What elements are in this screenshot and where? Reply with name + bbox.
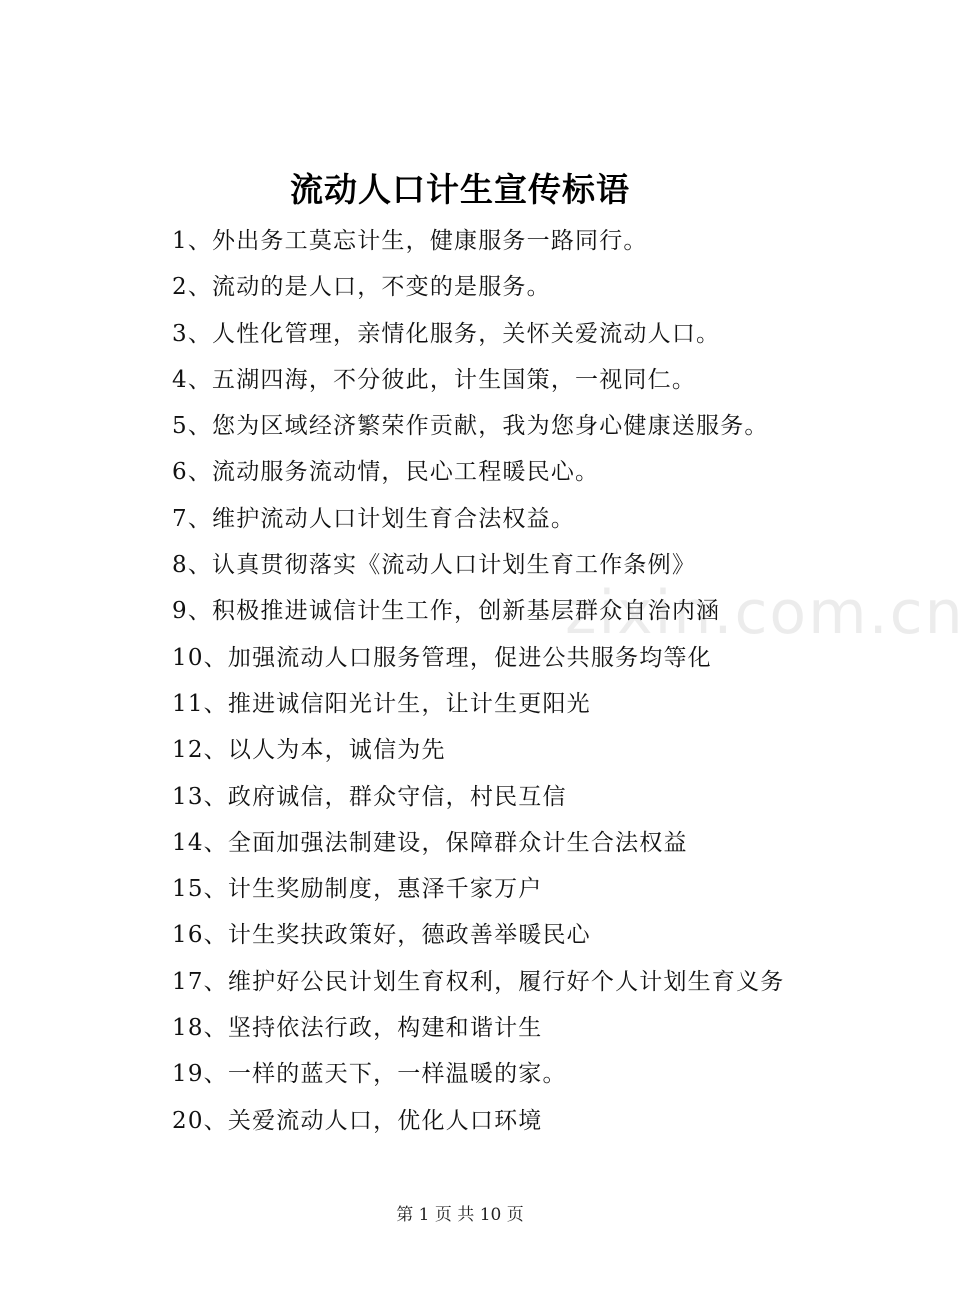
list-item: 12、以人为本，诚信为先	[172, 737, 446, 764]
page-footer: 第 1 页 共 10 页	[396, 1205, 524, 1225]
list-item: 13、政府诚信，群众守信，村民互信	[172, 783, 567, 810]
slogan-list	[172, 221, 784, 1147]
list-item: 19、一样的蓝天下，一样温暖的家。	[172, 1061, 567, 1088]
list-item: 11、推进诚信阳光计生，让计生更阳光	[172, 690, 591, 717]
watermark-text: zixin.com.cn	[565, 578, 965, 648]
list-item: 8、认真贯彻落实《流动人口计划生育工作条例》	[172, 552, 697, 579]
list-item: 2、流动的是人口，不变的是服务。	[172, 274, 551, 301]
list-item: 14、全面加强法制建设，保障群众计生合法权益	[172, 829, 688, 856]
list-item: 20、关爱流动人口，优化人口环境	[172, 1107, 543, 1134]
list-item: 3、人性化管理，亲情化服务，关怀关爱流动人口。	[172, 320, 721, 347]
list-item: 4、五湖四海，不分彼此，计生国策，一视同仁。	[172, 366, 697, 393]
list-item: 17、维护好公民计划生育权利，履行好个人计划生育义务	[172, 968, 785, 995]
list-item: 18、坚持依法行政，构建和谐计生	[172, 1015, 543, 1042]
document-title: 流动人口计生宣传标语	[290, 170, 630, 209]
list-item: 10、加强流动人口服务管理，促进公共服务均等化	[172, 644, 712, 671]
list-item: 6、流动服务流动情，民心工程暖民心。	[172, 459, 600, 486]
list-item: 9、积极推进诚信计生工作，创新基层群众自治内涵	[172, 598, 721, 625]
list-item: 15、计生奖励制度，惠泽千家万户	[172, 876, 543, 903]
list-item: 7、维护流动人口计划生育合法权益。	[172, 505, 576, 532]
list-item: 16、计生奖扶政策好，德政善举暖民心	[172, 922, 591, 949]
list-item: 5、您为区域经济繁荣作贡献，我为您身心健康送服务。	[172, 413, 769, 440]
list-item: 1、外出务工莫忘计生，健康服务一路同行。	[172, 228, 648, 254]
